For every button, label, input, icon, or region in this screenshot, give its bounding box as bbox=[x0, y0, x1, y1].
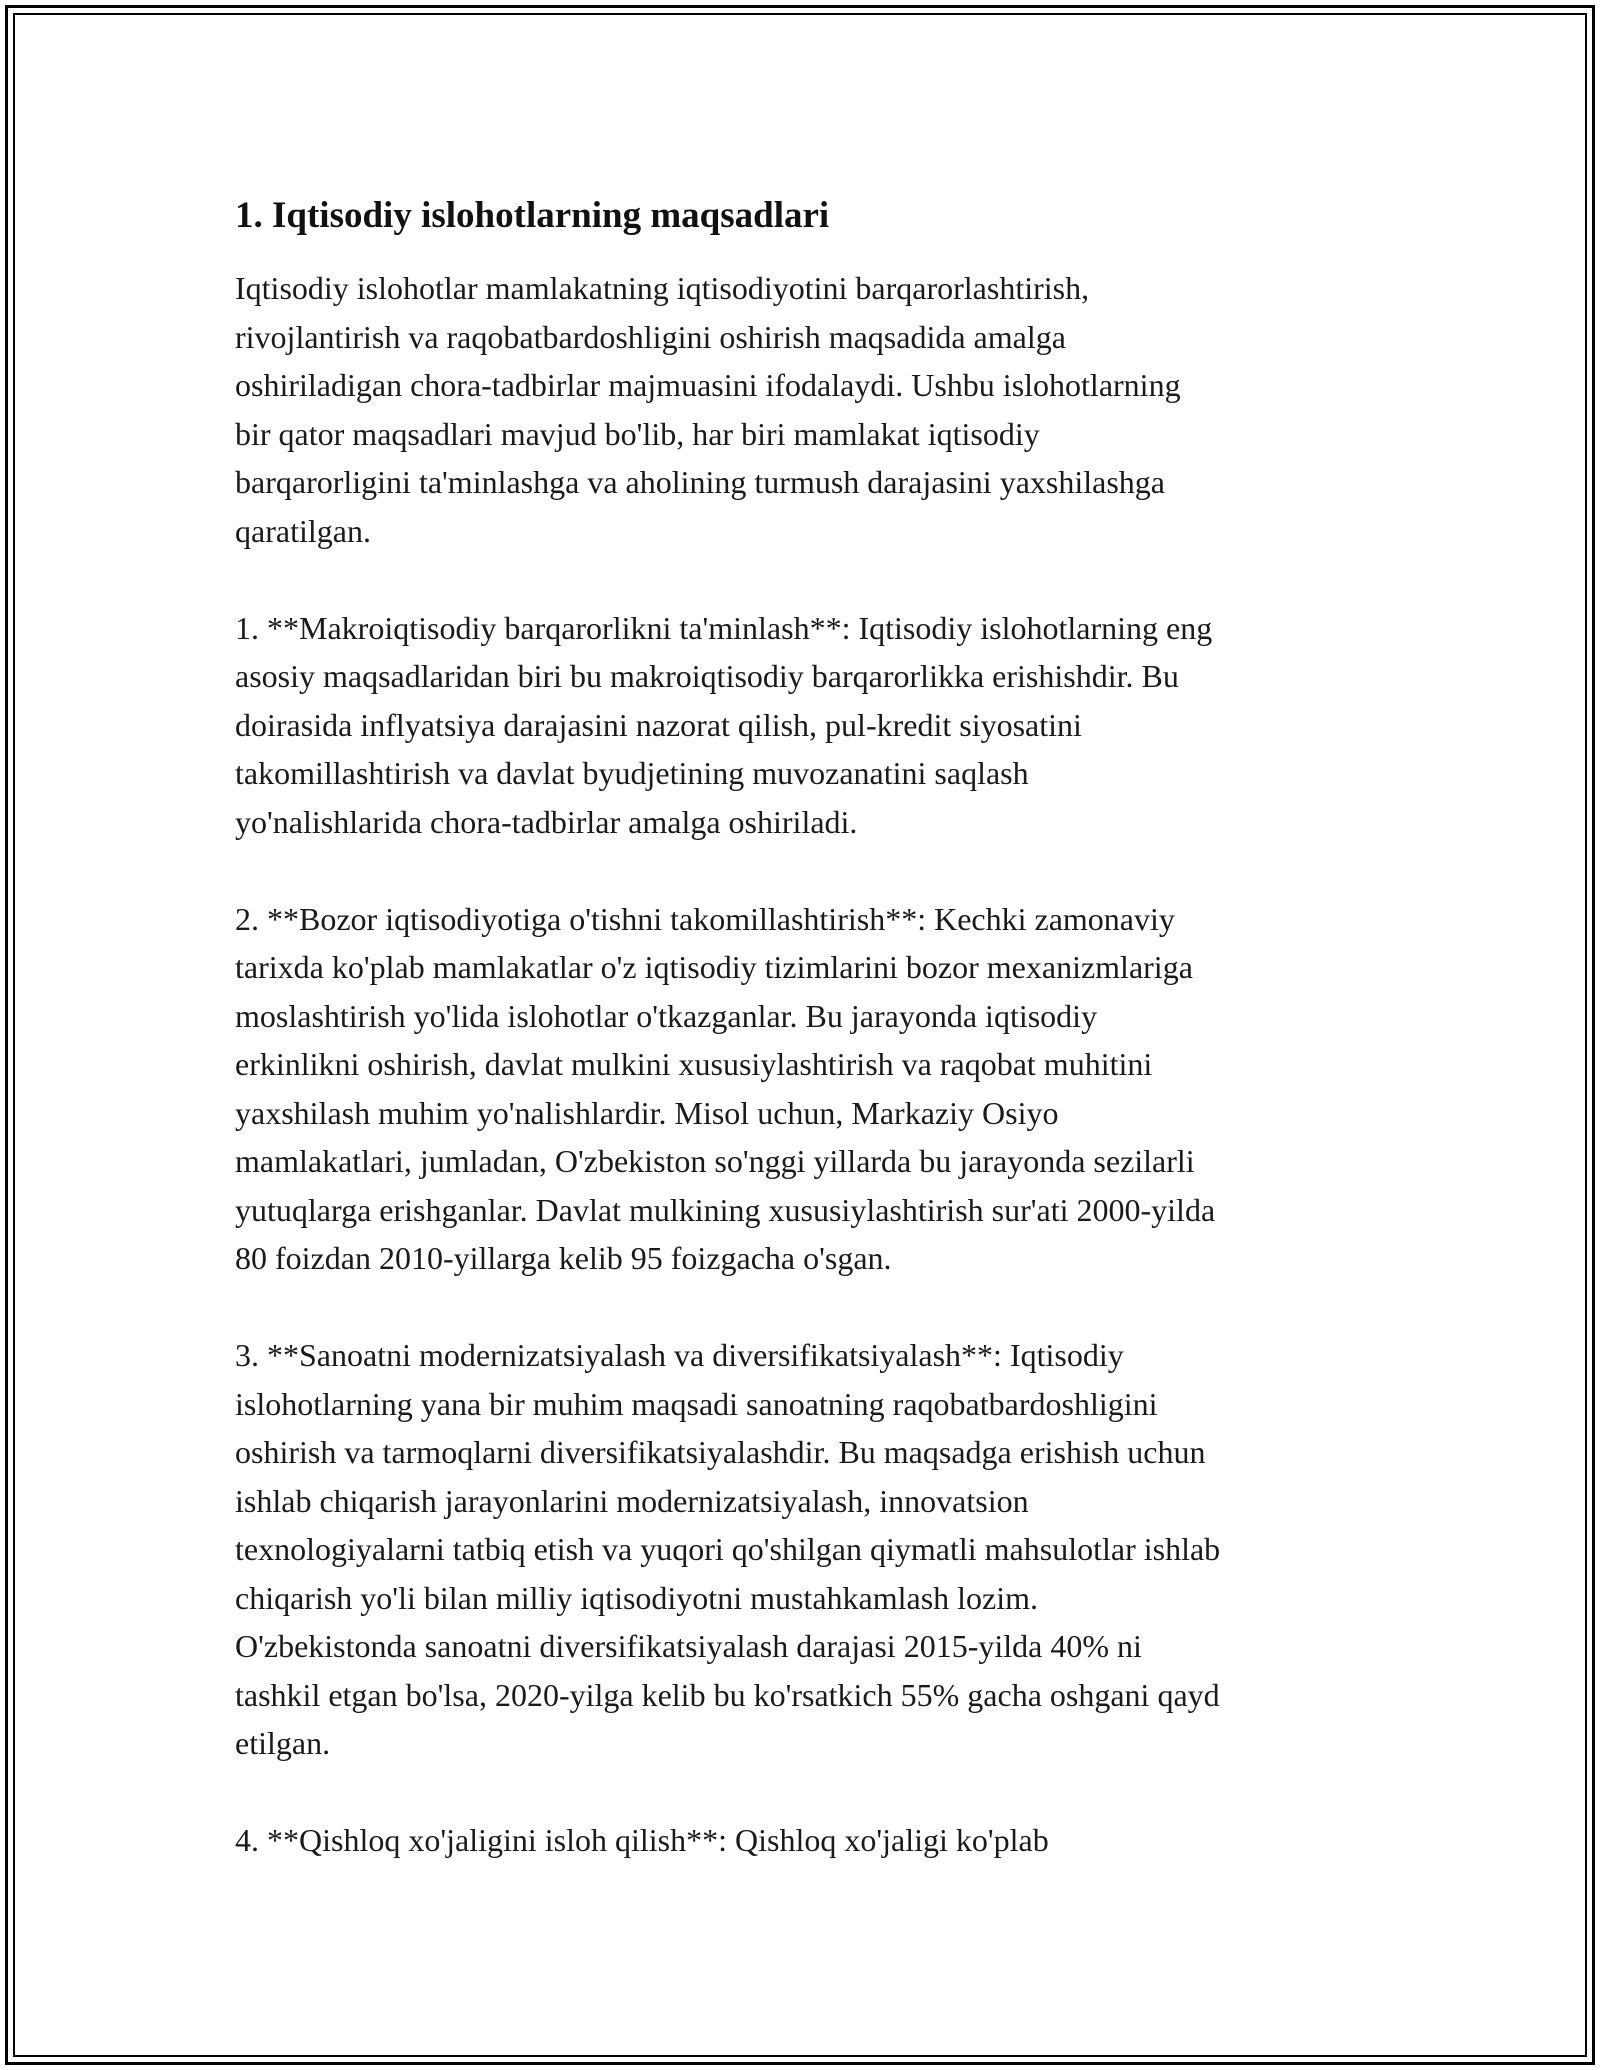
list-item-macroeconomic-stability: 1. **Makroiqtisodiy barqarorlikni ta'minlash**: Iqtisodiy islohotlarning eng asosiy maqsadlaridan biri bu makroiqtisodiy barqarorlikka erishishdir. Bu doirasida inflyatsiya darajasini nazorat qilish, pul-kredit siyosatini takomillashtirish va davlat byudjetining muvozanatini saqlash yo'nalishlarida chora-tadbirlar amalga oshiriladi. bbox=[235, 609, 1213, 840]
list-item-market-economy: 2. **Bozor iqtisodiyotiga o'tishni takomillashtirish**: Kechki zamonaviy tarixda ko'plab mamlakatlar o'z iqtisodiy tizimlarini bozor mexanizmlariga moslashtirish yo'lida islohotlar o'tkazganlar. Bu jarayonda iqtisodiy erkinlikni oshirish, davlat mulkini xususiylashtirish va raqobat muhitini yaxshilash muhim yo'nalishlardir. Misol uchun, Markaziy Osiyo mamlakatlari, jumladan, O'zbekiston so'nggi yillarda bu jarayonda sezilarli yutuqlarga erishganlar. Davlat mulkining xususiylashtirish sur'ati 2000-yilda 80 foizdan 2010-yillarga kelib 95 foizgacha o'sgan. bbox=[235, 900, 1216, 1276]
section-title: 1. Iqtisodiy islohotlarning maqsadlari bbox=[235, 195, 830, 236]
list-item-industry-modernization: 3. **Sanoatni modernizatsiyalash va diversifikatsiyalash**: Iqtisodiy islohotlarning yana bir muhim maqsadi sanoatning raqobatbardoshligini oshirish va tarmoqlarni diversifikatsiyalashdir. Bu maqsadga erishish uchun ishlab chiqarish jarayonlarini modernizatsiyalash, innovatsion texnologiyalarni tatbiq etish va yuqori qo'shilgan qiymatli mahsulotlar ishlab chiqarish yo'li bilan milliy iqtisodiyotni mustahkamlash lozim. O'zbekistonda sanoatni diversifikatsiyalash darajasi 2015-yilda 40% ni tashkil etgan bo'lsa, 2020-yilga kelib bu ko'rsatkich 55% gacha oshgani qayd etilgan. bbox=[235, 1337, 1221, 1761]
list-item-agriculture-reform: 4. **Qishloq xo'jaligini isloh qilish**: Qishloq xo'jaligi ko'plab bbox=[235, 1822, 1049, 1858]
intro-paragraph: Iqtisodiy islohotlar mamlakatning iqtisodiyotini barqarorlashtirish, rivojlantirish va raqobatbardoshligini oshirish maqsadida amalga oshiriladigan chora-tadbirlar majmuasini ifodalaydi. Ushbu islohotlarning bir qator maqsadlari mavjud bo'lib, har biri mamlakat iqtisodiy barqarorligini ta'minlashga va aholining turmush darajasini yaxshilashga qaratilgan. bbox=[235, 270, 1181, 549]
document-body bbox=[235, 192, 1375, 1913]
